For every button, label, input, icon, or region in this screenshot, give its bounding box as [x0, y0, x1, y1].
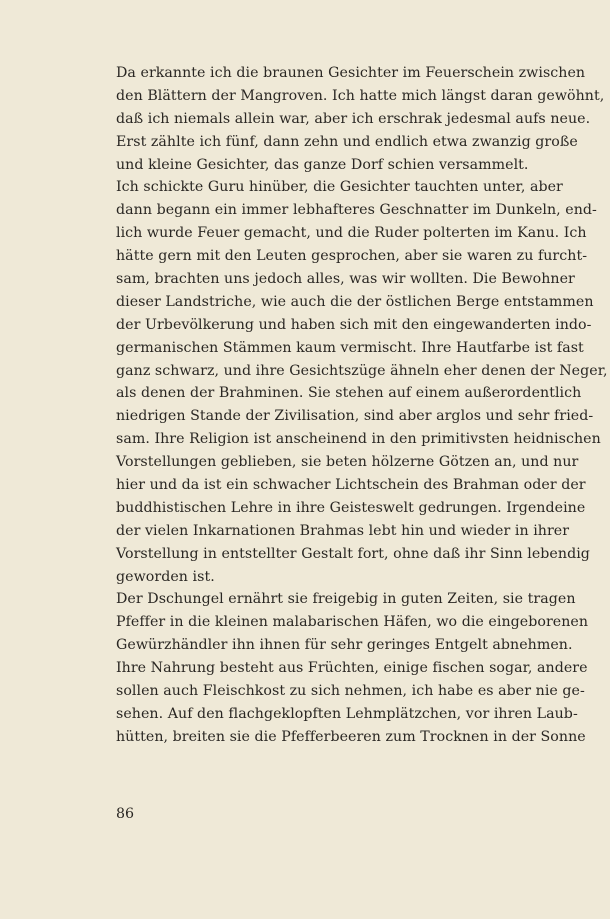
text-line: den Blättern der Mangroven. Ich hatte mich längst daran gewöhnt, [116, 87, 605, 104]
text-line: Ihre Nahrung besteht aus Früchten, einige fischen sogar, andere [116, 660, 588, 677]
text-line: lich wurde Feuer gemacht, und die Ruder polterten im Kanu. Ich [116, 225, 587, 242]
text-line: ganz schwarz, und ihre Gesichtszüge ähneln eher denen der Neger, [116, 362, 608, 379]
text-line: Ich schickte Guru hinüber, die Gesichter tauchten unter, aber [116, 179, 563, 196]
text-line: sam. Ihre Religion ist anscheinend in den primitivsten heidnischen [116, 431, 601, 448]
page-number: 86 [116, 806, 135, 822]
text-line: Da erkannte ich die braunen Gesichter im Feuerschein zwischen [116, 65, 586, 81]
text-line: und kleine Gesichter, das ganze Dorf schien versammelt. [116, 156, 529, 173]
text-line: hütten, breiten sie die Pfefferbeeren zum Trocknen in der Sonne [116, 728, 586, 745]
text-line: der Urbevölkerung und haben sich mit den eingewanderten indo- [116, 316, 592, 333]
text-line: Vorstellung in entstellter Gestalt fort, ohne daß ihr Sinn lebendig [116, 545, 590, 562]
text-line: geworden ist. [116, 568, 215, 585]
text-line: niedrigen Stande der Zivilisation, sind aber arglos und sehr fried- [116, 408, 594, 425]
text-line: Erst zählte ich fünf, dann zehn und endlich etwa zwanzig große [116, 133, 578, 150]
text-line: hier und da ist ein schwacher Lichtschein des Brahman oder der [116, 477, 586, 494]
text-line: sollen auch Fleischkost zu sich nehmen, ich habe es aber nie ge- [116, 683, 585, 700]
text-line: germanischen Stämmen kaum vermischt. Ihre Hautfarbe ist fast [116, 339, 584, 356]
text-line: buddhistischen Lehre in ihre Geisteswelt gedrungen. Irgendeine [116, 499, 586, 516]
paragraph-1 [116, 62, 605, 176]
paragraph-3 [116, 588, 589, 748]
text-line: dann begann ein immer lebhafteres Geschnatter im Dunkeln, end- [116, 202, 597, 219]
text-line: sam, brachten uns jedoch alles, was wir wollten. Die Bewohner [116, 271, 575, 288]
text-line: daß ich niemals allein war, aber ich erschrak jedesmal aufs neue. [116, 110, 591, 127]
text-line: Pfeffer in die kleinen malabarischen Häfen, wo die eingeborenen [116, 614, 589, 631]
text-line: Gewürzhändler ihn ihnen für sehr geringes Entgelt abnehmen. [116, 637, 573, 654]
body-text [116, 62, 608, 749]
paragraph-2 [116, 176, 608, 588]
text-line: hätte gern mit den Leuten gesprochen, aber sie waren zu furcht- [116, 248, 588, 265]
text-line: sehen. Auf den flachgeklopften Lehmplätzchen, vor ihren Laub- [116, 705, 578, 722]
text-line: Der Dschungel ernährt sie freigebig in guten Zeiten, sie tragen [116, 591, 576, 608]
text-line: der vielen Inkarnationen Brahmas lebt hin und wieder in ihrer [116, 522, 570, 539]
text-line: als denen der Brahminen. Sie stehen auf einem außerordentlich [116, 385, 582, 402]
text-line: Vorstellungen geblieben, sie beten hölzerne Götzen an, und nur [116, 454, 579, 471]
text-line: dieser Landstriche, wie auch die der östlichen Berge entstammen [116, 293, 594, 310]
